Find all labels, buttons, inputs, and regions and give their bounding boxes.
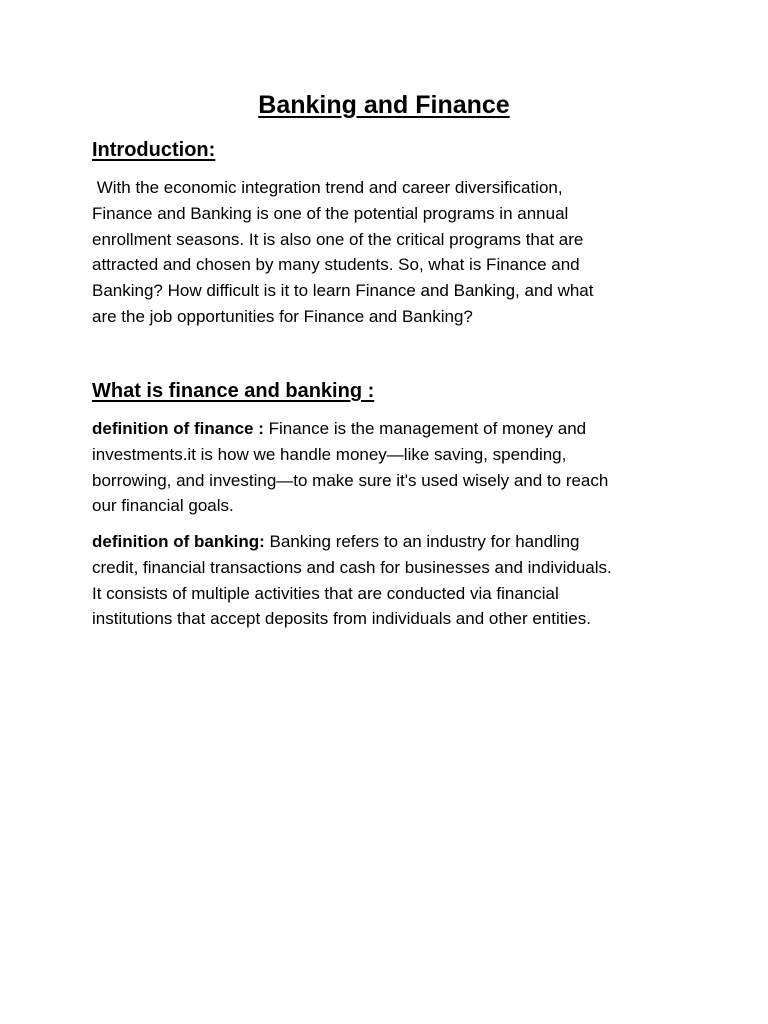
paragraph-line: attracted and chosen by many students. So, what is Finance and [92, 255, 580, 275]
paragraph-line: With the economic integration trend and career diversification, [92, 178, 563, 197]
paragraph-line: institutions that accept deposits from individuals and other entities. [92, 609, 591, 629]
banking-definition-label: definition of banking: [92, 532, 265, 551]
paragraph-line: our financial goals. [92, 496, 234, 516]
finance-definition-text: Finance is the management of money and [263, 419, 587, 438]
finance-definition-label: definition of finance : [92, 419, 264, 438]
what-is-heading: What is finance and banking : [92, 380, 375, 402]
paragraph-line: It consists of multiple activities that are conducted via financial [92, 583, 559, 603]
paragraph-line: credit, financial transactions and cash for businesses and individuals. [92, 557, 612, 577]
paragraph-line [92, 529, 682, 555]
paragraph-line: Banking? How difficult is it to learn Finance and Banking, and what [92, 281, 594, 301]
banking-definition-paragraph [92, 529, 682, 632]
paragraph-line: Finance and Banking is one of the potential programs in annual [92, 203, 569, 223]
paragraph-line: enrollment seasons. It is also one of the critical programs that are [92, 229, 584, 249]
paragraph-line: investments.it is how we handle money—like saving, spending, [92, 444, 567, 464]
document-title: Banking and Finance [258, 91, 510, 119]
finance-definition-paragraph [92, 416, 682, 519]
introduction-heading: Introduction: [92, 139, 216, 161]
paragraph-line: borrowing, and investing—to make sure it's used wisely and to reach [92, 470, 609, 490]
introduction-paragraph [92, 175, 682, 330]
paragraph-line [92, 416, 682, 442]
banking-definition-text: Banking refers to an industry for handling [264, 532, 580, 551]
paragraph-line: are the job opportunities for Finance and Banking? [92, 306, 473, 326]
